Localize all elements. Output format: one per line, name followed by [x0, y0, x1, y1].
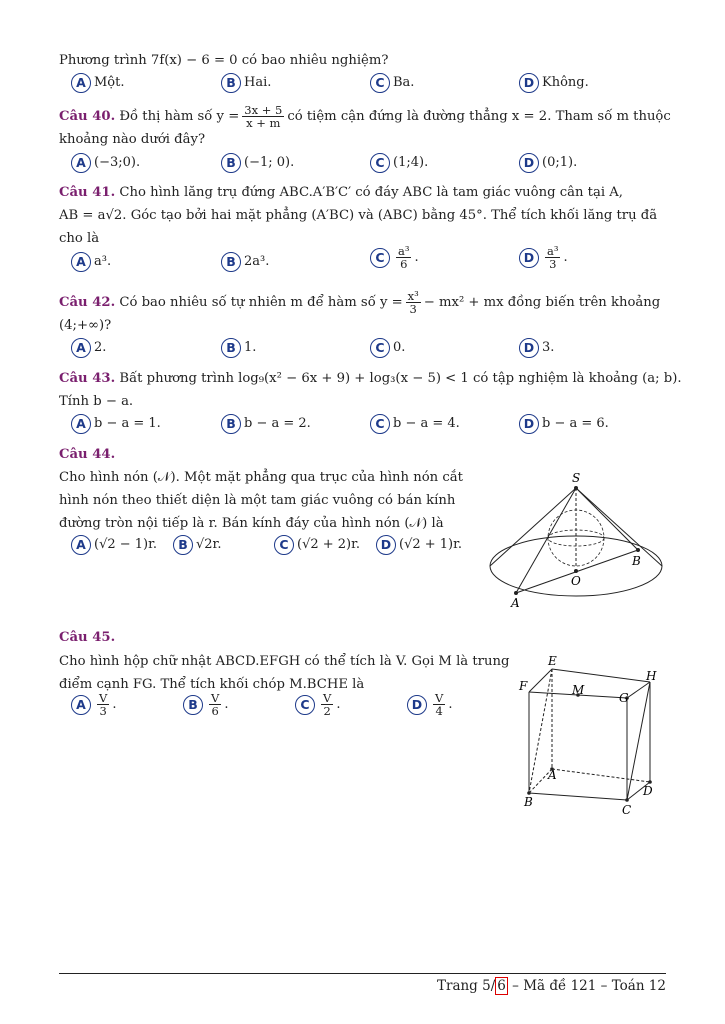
- q41-option-c[interactable]: C $\frac{\text{a³}}{6}$ .: [370, 245, 419, 270]
- q40-option-b[interactable]: [221, 153, 294, 173]
- q44-option-b[interactable]: [173, 535, 221, 555]
- q45-option-b[interactable]: B $\frac{V}{6}$ .: [183, 692, 228, 717]
- option-letter: A: [71, 153, 91, 173]
- q43-option-a[interactable]: [71, 414, 161, 434]
- option-letter: A: [71, 535, 91, 555]
- option-letter: C: [370, 248, 390, 268]
- label-m: M: [572, 683, 585, 697]
- label-a: A: [511, 596, 520, 610]
- option-letter: B: [183, 695, 203, 715]
- fraction-denominator: 6: [400, 257, 408, 271]
- label-g: G: [619, 691, 629, 705]
- q40-option-c[interactable]: [370, 153, 428, 173]
- fraction-numerator: x³: [407, 289, 419, 303]
- q41-option-a[interactable]: [71, 252, 111, 272]
- point-o: [574, 569, 578, 573]
- option-letter: B: [221, 252, 241, 272]
- question-label: Câu 43.: [59, 371, 116, 386]
- edge-cb: [529, 793, 627, 800]
- question-label: Câu 40.: [59, 108, 116, 124]
- option-letter: D: [519, 338, 539, 358]
- label-h: H: [646, 669, 657, 683]
- total-pages-box: 6: [497, 978, 506, 994]
- option-text: b − a = 6.: [542, 416, 609, 431]
- fraction-denominator: 6: [211, 704, 219, 718]
- option-text: (√2 + 2)r.: [297, 537, 361, 552]
- label-o: O: [571, 574, 581, 588]
- option-text: (−3;0).: [94, 155, 141, 170]
- question-label: Câu 41.: [59, 185, 116, 200]
- q40-option-d[interactable]: [519, 153, 577, 173]
- q42-option-c[interactable]: [370, 338, 405, 358]
- q42-option-d[interactable]: [519, 338, 554, 358]
- box-figure: [515, 652, 665, 822]
- fraction: [433, 692, 445, 717]
- label-a: A: [548, 768, 557, 782]
- q41-stem-line2: AB = a√2. Góc tạo bởi hai mặt phẳng (A′BC) và (ABC) bằng 45°. Thể tích khối lăng trụ đã: [59, 208, 658, 223]
- option-letter: D: [519, 414, 539, 434]
- q39-option-b[interactable]: [221, 73, 271, 93]
- option-text: a³.: [94, 254, 112, 269]
- option-letter: D: [519, 153, 539, 173]
- fraction: [209, 692, 221, 717]
- fraction-numerator: 3x + 5: [244, 103, 283, 117]
- stem-text: Có bao nhiêu số tự nhiên m để hàm số y =: [119, 294, 403, 310]
- option-letter: B: [221, 338, 241, 358]
- option-letter: C: [370, 414, 390, 434]
- q43-option-d[interactable]: [519, 414, 609, 434]
- cone-generator-sa: [516, 488, 576, 593]
- option-letter: C: [370, 338, 390, 358]
- fraction-denominator: x + m: [246, 116, 281, 130]
- q40-stem-line2: khoảng nào dưới đây?: [59, 132, 206, 147]
- page-footer: [437, 978, 666, 994]
- option-letter: B: [221, 73, 241, 93]
- option-letter: A: [71, 695, 91, 715]
- q44-stem-line3: đường tròn nội tiếp là r. Bán kính đáy của hình nón (𝒩) là: [59, 516, 444, 531]
- stem-text: Cho hình lăng trụ đứng ABC.A′B′C′ có đáy ABC là tam giác vuông cân tại A,: [119, 185, 623, 200]
- option-letter: C: [295, 695, 315, 715]
- q41-option-b[interactable]: [221, 252, 269, 272]
- option-text: b − a = 4.: [393, 416, 460, 431]
- q43-stem-line2: Tính b − a.: [59, 394, 134, 409]
- option-text: b − a = 2.: [244, 416, 311, 431]
- option-letter: C: [274, 535, 294, 555]
- cone-figure: [480, 468, 680, 618]
- label-d: D: [643, 784, 653, 798]
- fraction-numerator: a³: [398, 244, 410, 258]
- point-c: [625, 798, 629, 802]
- q40-option-a[interactable]: [71, 153, 140, 173]
- option-letter: B: [221, 153, 241, 173]
- q41-stem-line3: cho là: [59, 231, 100, 246]
- fraction-denominator: 3: [99, 704, 107, 718]
- stem-text: − mx² + mx đồng biến trên khoảng: [423, 294, 661, 310]
- q42-option-a[interactable]: [71, 338, 106, 358]
- q45-label: Câu 45.: [59, 630, 116, 645]
- label-f: F: [519, 679, 528, 693]
- footer-suffix: – Mã đề 121 – Toán 12: [507, 978, 666, 994]
- option-text: √2r.: [196, 537, 222, 552]
- point-b: [636, 548, 640, 552]
- option-letter: C: [370, 153, 390, 173]
- option-text: (−1; 0).: [244, 155, 295, 170]
- q44-stem-line1: Cho hình nón (𝒩). Một mặt phẳng qua trục của hình nón cắt: [59, 470, 463, 485]
- option-text: (1;4).: [393, 155, 429, 170]
- q39-option-a[interactable]: [71, 73, 125, 93]
- q43-option-c[interactable]: [370, 414, 460, 434]
- fraction-denominator: 4: [435, 704, 443, 718]
- q45-stem-line1: Cho hình hộp chữ nhật ABCD.EFGH có thể tích là V. Gọi M là trung: [59, 654, 510, 669]
- option-text: Hai.: [244, 75, 272, 90]
- q42-stem-line2: (4;+∞)?: [59, 318, 112, 333]
- q41-stem-line1: [59, 184, 623, 202]
- footer-divider: [59, 973, 666, 974]
- segment-hc: [627, 682, 650, 800]
- q42-option-b[interactable]: [221, 338, 256, 358]
- edge-fe: [529, 669, 552, 692]
- fraction-numerator: V: [99, 691, 108, 705]
- option-letter: A: [71, 414, 91, 434]
- option-letter: A: [71, 338, 91, 358]
- fraction-denominator: 3: [409, 302, 417, 316]
- fraction-denominator: 2: [323, 704, 331, 718]
- q44-option-c[interactable]: [274, 535, 360, 555]
- q43-option-b[interactable]: [221, 414, 311, 434]
- q39-option-d[interactable]: [519, 73, 589, 93]
- option-text: 3.: [542, 340, 555, 355]
- point-a: [514, 591, 518, 595]
- fraction: [545, 245, 560, 270]
- q44-stem-line2: hình nón theo thiết diện là một tam giác vuông có bán kính: [59, 493, 456, 508]
- option-text: (√2 − 1)r.: [94, 537, 158, 552]
- q40-stem: [59, 104, 671, 129]
- fraction-numerator: V: [323, 691, 332, 705]
- edge-hg: [627, 682, 650, 698]
- option-letter: D: [519, 73, 539, 93]
- q42-stem: [59, 290, 660, 315]
- option-text: (0;1).: [542, 155, 578, 170]
- q44-label: Câu 44.: [59, 447, 116, 462]
- option-letter: C: [370, 73, 390, 93]
- fraction: [242, 104, 284, 129]
- edge-eh: [552, 669, 650, 682]
- q43-stem-line1: [59, 370, 682, 388]
- footer-prefix: Trang 5/: [436, 978, 496, 994]
- option-text: (√2 + 1)r.: [399, 537, 463, 552]
- question-label: Câu 42.: [59, 294, 116, 310]
- q45-option-c[interactable]: C $\frac{V}{2}$ .: [295, 692, 340, 717]
- q39-option-c[interactable]: [370, 73, 414, 93]
- option-letter: A: [71, 252, 91, 272]
- stem-text: Bất phương trình log₉(x² − 6x + 9) + log₃(x − 5) < 1 có tập nghiệm là khoảng (a; b).: [119, 371, 682, 386]
- option-text: Không.: [542, 75, 589, 90]
- fraction: [396, 245, 411, 270]
- label-c: C: [622, 803, 632, 817]
- option-letter: D: [376, 535, 396, 555]
- option-text: 0.: [393, 340, 406, 355]
- fraction: [97, 692, 109, 717]
- option-letter: B: [221, 414, 241, 434]
- option-letter: D: [407, 695, 427, 715]
- point-s: [574, 486, 578, 490]
- option-letter: A: [71, 73, 91, 93]
- q44-option-d[interactable]: [376, 535, 462, 555]
- q45-option-a[interactable]: A $\frac{V}{3}$ .: [71, 692, 116, 717]
- option-letter: B: [173, 535, 193, 555]
- fraction-numerator: a³: [547, 244, 559, 258]
- q45-stem-line2: điểm cạnh FG. Thể tích khối chóp M.BCHE là: [59, 677, 365, 692]
- option-text: b − a = 1.: [94, 416, 161, 431]
- fraction-numerator: V: [211, 691, 220, 705]
- q41-option-d[interactable]: D $\frac{\text{a³}}{3}$ .: [519, 245, 568, 270]
- cone-left-edge: [490, 488, 576, 566]
- fraction: [321, 692, 333, 717]
- edge-ad-hidden: [552, 769, 650, 782]
- label-b: B: [632, 554, 641, 568]
- fraction-denominator: 3: [549, 257, 557, 271]
- label-e: E: [548, 654, 557, 668]
- cone-generator-sb: [576, 488, 638, 550]
- label-b: B: [524, 795, 533, 809]
- option-text: 2a³.: [244, 254, 270, 269]
- option-text: Ba.: [393, 75, 415, 90]
- option-text: Một.: [94, 75, 125, 90]
- option-letter: D: [519, 248, 539, 268]
- label-s: S: [572, 471, 581, 485]
- cone-right-edge: [576, 488, 662, 566]
- q45-option-d[interactable]: D $\frac{V}{4}$ .: [407, 692, 452, 717]
- option-text: 1.: [244, 340, 257, 355]
- fraction: [406, 290, 421, 315]
- stem-text: có tiệm cận đứng là đường thẳng x = 2. Tham số m thuộc: [287, 108, 671, 124]
- fraction-numerator: V: [435, 691, 444, 705]
- stem-text: Đồ thị hàm số y =: [119, 108, 240, 124]
- q39-stem: Phương trình 7f(x) − 6 = 0 có bao nhiêu nghiệm?: [59, 53, 389, 68]
- q44-option-a[interactable]: [71, 535, 157, 555]
- option-text: 2.: [94, 340, 107, 355]
